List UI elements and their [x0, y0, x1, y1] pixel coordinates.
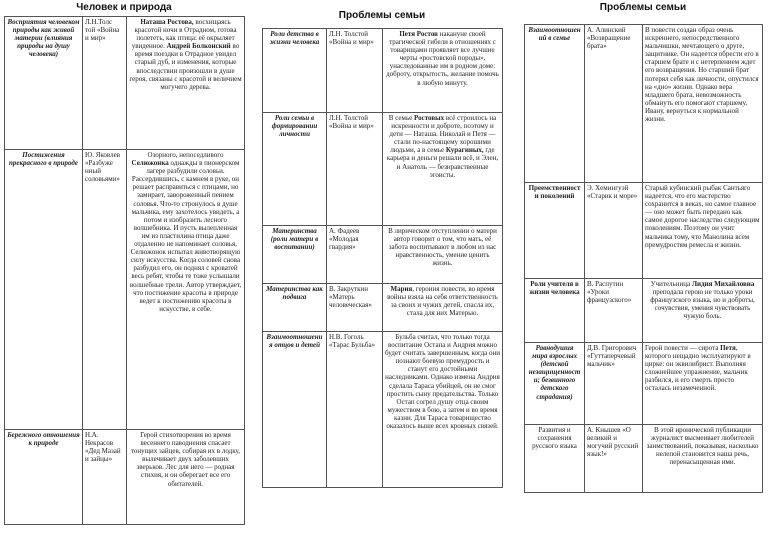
topic-cell: Роли учителя в жизни человека: [525, 279, 585, 343]
description-cell: Герой повести — сирота Петя, которого нещадно эксплуатируют в цирке: он эквилибрист. Выполняя сложнейшее упражнение, мальчик разбился, и его смерть просто осталась незамеченной.: [643, 343, 763, 425]
table-row: [525, 279, 763, 343]
topic-cell: Постижения прекрасного в природе: [5, 150, 83, 430]
topic-cell: Развития и сохранения русского языка: [525, 425, 585, 493]
description-cell: Старый кубинский рыбак Сантьяго надеется, что его мастерство сохранится в веках, но самое главное — оно может быть передано как самое дорогое наследство следующим поколениям. Поэтому он учит мальчика тому, что Манолина всем премудростям ремесла и жизни.: [643, 183, 763, 279]
description-cell: Озорного, непоседливого Селюжонка однажды в пионерском лагере разбудили соловьи. Рассердившись, с камнем в руке, он решает расправиться с птицами, но замирает, завороженный пением соловья. Что-то стронулось в душе мальчика, ему захотелось увидеть, а потом и изобразить лесного волшебника. И пусть вылепленная им из пластилина птица даже отдаленно не напоминает соловья, Селюжонок испытал животворящую силу искусства. Когда соловей снова разбудил его, он поднял с кроватей весь ребят, чтобы те тоже услышали волшебные трели. Автор утверждает, что постижение красоты в природе ведет к постижению красоты в искусстве, в себе.: [127, 150, 245, 430]
table-row: [263, 332, 503, 488]
table-row: [263, 226, 503, 284]
topic-cell: Бережного отношения к природе: [5, 430, 83, 525]
left-table: [4, 16, 245, 525]
table-row: [5, 150, 245, 430]
description-cell: Бульба считал, что только тогда воспитание Остапа и Андрия можно будет считать завершенным, когда они познают боевую премудрость и станут его достойными наследниками. Однако измена Андрия сделала Тараса убийцей, он не смог простить сыну предательства. Только Остап согрел душу отца своим мужеством в бою, а затем и во время казни. Для Тараса товарищество оказалось выше всех кровных связей.: [383, 332, 503, 488]
description-cell: Петя Ростов накануне своей трагической гибели в отношениях с товарищами проявляет все лучшие черты «ростовской породы», унаследованные им в родном доме: доброту, открытость, желание помочь в любую минуту.: [383, 29, 503, 113]
table-row: [263, 284, 503, 332]
topic-cell: Материнства (роли матери в воспитании): [263, 226, 327, 284]
topic-cell: Роли детства в жизни человека: [263, 29, 327, 113]
description-cell: Герой стихотворения во время весеннего паводнения спасает тонущих зайцев, собирая их в лодку, вылечивает двух заболевших зверьков. Лес для него — родная стихия, и он оберегает все его обитателей.: [127, 430, 245, 525]
description-cell: Наташа Ростова, восхищаясь красотой ночи в Отрадном, готова полететь, как птица: её окрыляет увиденное. Андрей Болконский во время поездки в Отрадное увидел старый дуб, и изменения, которые впоследствии произошли в душе героя, связаны с красотой и величием могучего дерева.: [127, 17, 245, 150]
topic-cell: Роли семьи в формировании личности: [263, 113, 327, 226]
author-cell: Ю. Яковлев «Разбуже нный соловьями»: [83, 150, 127, 430]
author-cell: А. Алинский «Возвращение брата»: [585, 25, 643, 183]
author-cell: А. Фадеев «Молодая гвардия»: [327, 226, 383, 284]
right-table: [524, 24, 763, 493]
author-cell: Н.А. Некрасов «Дед Мазай и зайцы»: [83, 430, 127, 525]
table-row: [525, 183, 763, 279]
left-column: [4, 0, 244, 525]
topic-cell: Взаимоотношений в семье: [525, 25, 585, 183]
table-row: [525, 25, 763, 183]
topic-cell: Материнства как подвига: [263, 284, 327, 332]
description-cell: Мария, героиня повести, во время войны взяла на себя ответственность за своих и чужих детей, спасла их, стала для них Матерью.: [383, 284, 503, 332]
table-row: [263, 29, 503, 113]
table-row: [263, 113, 503, 226]
description-cell: В повести создан образ очень искреннего, непосредственного мальчишки, мечтающего о друге, защитнике. Он надеется обрести его в старшем брате и с нетерпением ждет его возвращения. Но старший брат потерял себя как личности, опустился на «дно» жизни. Однако вера младшего брата, невозможность обмануть его помогают старшему, Ивану, вернуться к нормальной жизни.: [643, 25, 763, 183]
table-row: [5, 17, 245, 150]
topic-cell: Восприятия человеком природы как живой материи (влияния природы на душу человека): [5, 17, 83, 150]
table-row: [525, 343, 763, 425]
middle-column-title: Проблемы семьи: [338, 10, 426, 21]
table-row: [525, 425, 763, 493]
description-cell: В этой иронической публикации журналист высмеивает любителей заимствований, показывая, насколько нелепой становится наша речь, перенасыщенная ими.: [643, 425, 763, 493]
author-cell: Л.Н. Толстой «Война и мир»: [327, 113, 383, 226]
left-column-title: Человек и природа: [76, 2, 172, 13]
author-cell: Л.Н. Толстой «Война и мир»: [327, 29, 383, 113]
description-cell: Учительница Лидия Михайловна преподала герою не только уроки французского языка, но и доброты, сочувствия, умения чувствовать чужую боль.: [643, 279, 763, 343]
author-cell: В. Закруткин «Матерь человеческая»: [327, 284, 383, 332]
author-cell: А. Кнышев «О великий и могучий русский язык!»: [585, 425, 643, 493]
author-cell: Д.В. Григорович «Гуттаперчевый мальчик»: [585, 343, 643, 425]
topic-cell: Преемственности поколений: [525, 183, 585, 279]
table-row: [5, 430, 245, 525]
middle-column: [262, 0, 502, 488]
middle-table: [262, 28, 503, 488]
description-cell: В лирическом отступлении о матери автор говорит о том, что мать, её забота воспитывают в любом из нас нравственность, умение ценить жизнь.: [383, 226, 503, 284]
right-column: [524, 0, 762, 493]
description-cell: В семье Ростовых всё строилось на искренности и доброте, поэтому и дети — Наташа. Николай и Петя — стали по-настоящему хорошими людьми, а в семье Курагиных, где карьера и деньги решали всё, и Элен, и Анатоль — безнравственные эгоисты.: [383, 113, 503, 226]
right-column-title: Проблемы семьи: [599, 2, 687, 13]
author-cell: В. Распутин «Уроки французского»: [585, 279, 643, 343]
topic-cell: Равнодушия мира взрослых (детской незащищенности; безвинного детского страдания): [525, 343, 585, 425]
author-cell: Э. Хемингуэй «Старик и море»: [585, 183, 643, 279]
author-cell: Л.Н.Толс той «Война и мир»: [83, 17, 127, 150]
topic-cell: Взаимоотношения отцов и детей: [263, 332, 327, 488]
author-cell: Н.В. Гоголь «Тарас Бульба»: [327, 332, 383, 488]
